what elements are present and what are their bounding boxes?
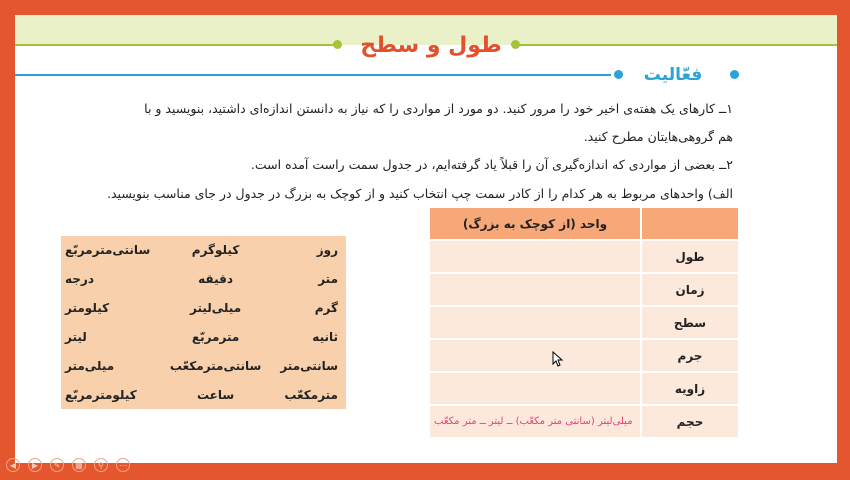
units-row [61, 265, 346, 294]
lesson-title: طول و سطح [360, 33, 502, 58]
unit-item: متر [318, 272, 338, 287]
units-row [61, 236, 346, 265]
header-units-cell: واحد (از کوچک به بزرگ) [429, 207, 641, 240]
unit-item: روز [316, 243, 338, 258]
title-rule-left [515, 44, 837, 46]
unit-item: کیلومترمربّع [65, 387, 137, 402]
units-answer-cell[interactable]: میلی‌لیتر (سانتی متر مکعّب) ــ لیتر ــ متر مکعّب [429, 405, 641, 438]
activity-heading: فعّالیت [643, 65, 703, 85]
units-answer-cell[interactable] [429, 339, 641, 372]
paragraph-2: ۲ــ بعضی از مواردی که اندازه‌گیری آن را قبلاً یاد گرفته‌ایم، در جدول سمت راست آمده است. [250, 157, 733, 172]
quantity-label: سطح [641, 306, 739, 339]
unit-item: ساعت [196, 387, 235, 402]
prev-icon[interactable]: ◀ [6, 458, 20, 472]
unit-item: سانتی‌متر‌مربّع [65, 243, 151, 258]
units-row [61, 351, 346, 380]
unit-item: مترمربّع [191, 329, 240, 344]
unit-item: کیلوگرم [191, 243, 240, 258]
table-row [429, 405, 739, 438]
table-row [429, 372, 739, 405]
units-answer-cell[interactable] [429, 306, 641, 339]
units-answer-cell[interactable] [429, 372, 641, 405]
title-rule-right [15, 44, 337, 46]
quantity-label: زمان [641, 273, 739, 306]
unit-item: ثانیه [312, 329, 338, 344]
unit-item: لیتر [65, 329, 87, 344]
table-row [429, 339, 739, 372]
more-icon[interactable]: ⋯ [116, 458, 130, 472]
unit-item: کیلومتر [65, 301, 110, 316]
activity-dot-right [730, 70, 739, 79]
unit-item: سانتی‌متر [280, 358, 338, 373]
slides-icon[interactable]: ▦ [72, 458, 86, 472]
paragraph-1-cont: هم گروهی‌هایتان مطرح کنید. [583, 129, 733, 144]
title-dot-right [511, 40, 520, 49]
mouse-cursor-icon [552, 351, 564, 367]
paragraph-1: ۱ــ کارهای یک هفته‌ی اخیر خود را مرور کنید. دو مورد از مواردی را که نیاز به دانستن اندازه‌ای داشتید، بنویسید و با [144, 101, 733, 116]
unit-item: گرم [314, 301, 338, 316]
quantity-label: طول [641, 240, 739, 273]
unit-item: درجه [65, 272, 94, 287]
unit-item: متر‌مکعّب [284, 387, 338, 402]
table-header-row [429, 207, 739, 240]
unit-item: میلی‌لیتر [190, 301, 242, 316]
units-answer-cell[interactable] [429, 240, 641, 273]
paragraph-2a: الف) واحدهای مربوط به هر کدام را از کادر سمت چپ انتخاب کنید و از کوچک به بزرگ در جدول در جای مناسب بنویسید. [107, 186, 733, 201]
zoom-icon[interactable]: ⚲ [94, 458, 108, 472]
unit-item: میلی‌متر [65, 358, 115, 373]
units-row [61, 380, 346, 409]
play-icon[interactable]: ▶ [28, 458, 42, 472]
quantity-label: حجم [641, 405, 739, 438]
quantity-label: زاویه [641, 372, 739, 405]
activity-dot-left [614, 70, 623, 79]
units-row [61, 294, 346, 323]
unit-item: سانتی‌متر‌مکعّب [169, 358, 262, 373]
unit-item: دقیقه [198, 272, 233, 287]
quantity-table [428, 206, 740, 429]
header-label-cell [641, 207, 739, 240]
table-row [429, 306, 739, 339]
activity-rule [15, 74, 611, 76]
table-row [429, 240, 739, 273]
title-dot-left [333, 40, 342, 49]
quantity-label: جرم [641, 339, 739, 372]
pen-icon[interactable]: ✎ [50, 458, 64, 472]
units-row [61, 322, 346, 351]
table-row [429, 273, 739, 306]
units-box [61, 236, 346, 409]
units-answer-cell[interactable] [429, 273, 641, 306]
